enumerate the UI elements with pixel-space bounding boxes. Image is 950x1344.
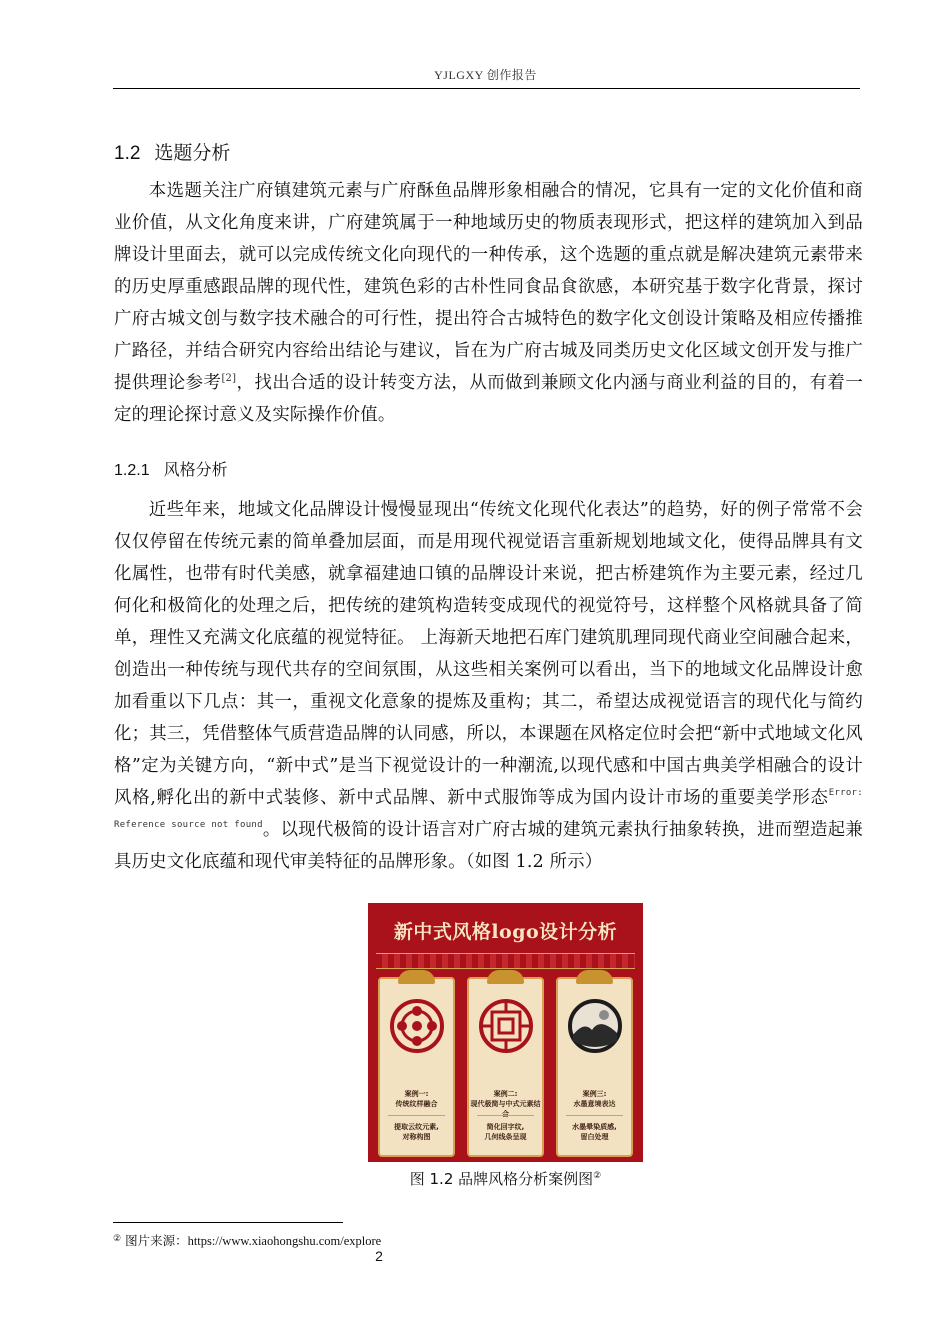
case-number: 案例三:: [582, 1090, 607, 1098]
footnote-text: 图片来源：https://www.xiaohongshu.com/explore: [125, 1234, 382, 1248]
paragraph-topic-analysis: [114, 175, 863, 431]
footnote-rule: [113, 1222, 343, 1223]
paragraph-text: 近些年来，地域文化品牌设计慢慢显现出“传统文化现代化表达”的趋势，好的例子常常不会仅仅停留在传统元素的简单叠加层面，而是用现代视觉语言重新规划地域文化，使得品牌具有文化属性，也带有时代美感，就拿福建迪口镇的品牌设计来说，把古桥建筑作为主要元素，经过几何化和极简化的处理之后，把传统的建筑构造转变成现代的视觉符号，这样整个风格就具备了简单，理性又充满文化底蕴的视觉特征。 上海新天地把石库门建筑肌理同现代商业空间融合起来，创造出一种传统与现代共存的空间氛围，从这些相关案例可以看出，当下的地域文化品牌设计愈加看重以下几点：其一，重视文化意象的提炼及重构；其二，希望达成视觉语言的现代化与简约化；其三，凭借整体气质营造品牌的认同感，所以，本课题在风格定位时会把“新中式地域文化风格”定为关键方向，“新中式”是当下视觉设计的一种潮流,以现代感和中国古典美学相融合的设计风格,孵化出的新中式装修、新中式品牌、新中式服饰等成为国内设计市场的重要美学形态: [114, 500, 863, 808]
card-divider: [477, 1115, 534, 1116]
citation-ref: [2]: [221, 373, 237, 384]
case-label: [558, 1089, 631, 1109]
running-header: YJLGXY 创作报告: [434, 68, 537, 82]
figure-caption: [368, 1168, 643, 1189]
card-divider: [566, 1115, 623, 1116]
case-note-line: 留白处理: [580, 1133, 609, 1141]
caption-text: 图 1.2 品牌风格分析案例图: [409, 1170, 594, 1188]
fret-pattern-emblem-icon: [477, 997, 535, 1055]
case-card: [556, 977, 633, 1157]
paragraph-style-analysis: [114, 494, 863, 878]
case-note: [380, 1122, 453, 1142]
case-number: 案例二:: [493, 1090, 518, 1098]
ornament-band: [376, 953, 635, 969]
cloud-pattern-emblem-icon: [388, 997, 446, 1055]
case-number: 案例一:: [404, 1090, 429, 1098]
ink-landscape-emblem-icon: [566, 997, 624, 1055]
case-note-line: 几何线条呈现: [484, 1133, 527, 1141]
case-note-line: 对称构图: [402, 1133, 431, 1141]
card-crown: [487, 970, 524, 984]
figure-style-cases: [368, 903, 643, 1162]
case-subtitle: 传统纹样融合: [395, 1100, 438, 1108]
card-divider: [388, 1115, 445, 1116]
caption-footnote-mark: ②: [593, 1171, 602, 1181]
header-rule: [113, 88, 860, 89]
page-number: 2: [375, 1248, 383, 1264]
figure-title: 新中式风格logo设计分析: [393, 921, 618, 943]
card-crown: [576, 970, 613, 984]
card-crown: [398, 970, 435, 984]
case-card: [467, 977, 544, 1157]
case-note: [558, 1122, 631, 1142]
paragraph-text: 。以现代极简的设计语言对广府古城的建筑元素执行抽象转换，进而塑造起兼具历史文化底蕴和现代审美特征的品牌形象。（如图 1.2 所示）: [114, 820, 863, 872]
case-note: [469, 1122, 542, 1142]
footnote: [113, 1231, 381, 1249]
section-number: 1.2: [114, 143, 141, 164]
case-note-line: 简化回字纹,: [486, 1123, 525, 1131]
case-subtitle: 现代极简与中式元素结合: [470, 1100, 541, 1118]
footnote-mark: ②: [113, 1233, 122, 1243]
subsection-heading: [114, 457, 228, 480]
subsection-title: 风格分析: [163, 460, 228, 479]
reference-error: Error: Reference source not found: [114, 788, 863, 830]
section-heading: [114, 138, 230, 165]
section-title: 选题分析: [154, 142, 231, 164]
case-note-line: 提取云纹元素,: [394, 1123, 439, 1131]
case-note-line: 水墨晕染质感,: [572, 1123, 617, 1131]
paragraph-text: ，找出合适的设计转变方法，从而做到兼顾文化内涵与商业利益的目的，有着一定的理论探讨意义及实际操作价值。: [114, 373, 863, 425]
case-card: [378, 977, 455, 1157]
paragraph-text: 本选题关注广府镇建筑元素与广府酥鱼品牌形象相融合的情况，它具有一定的文化价值和商业价值，从文化角度来讲，广府建筑属于一种地域历史的物质表现形式，把这样的建筑加入到品牌设计里面去，就可以完成传统文化向现代的一种传承，这个选题的重点就是解决建筑元素带来的历史厚重感跟品牌的现代性，建筑色彩的古朴性同食品食欲感，本研究基于数字化背景，探讨广府古城文创与数字技术融合的可行性，提出符合古城特色的数字化文创设计策略及相应传播推广路径，并结合研究内容给出结论与建议，旨在为广府古城及同类历史文化区域文创开发与推广提供理论参考: [114, 181, 863, 393]
case-label: [380, 1089, 453, 1109]
case-subtitle: 水墨意境表达: [573, 1100, 616, 1108]
subsection-number: 1.2.1: [114, 462, 150, 479]
